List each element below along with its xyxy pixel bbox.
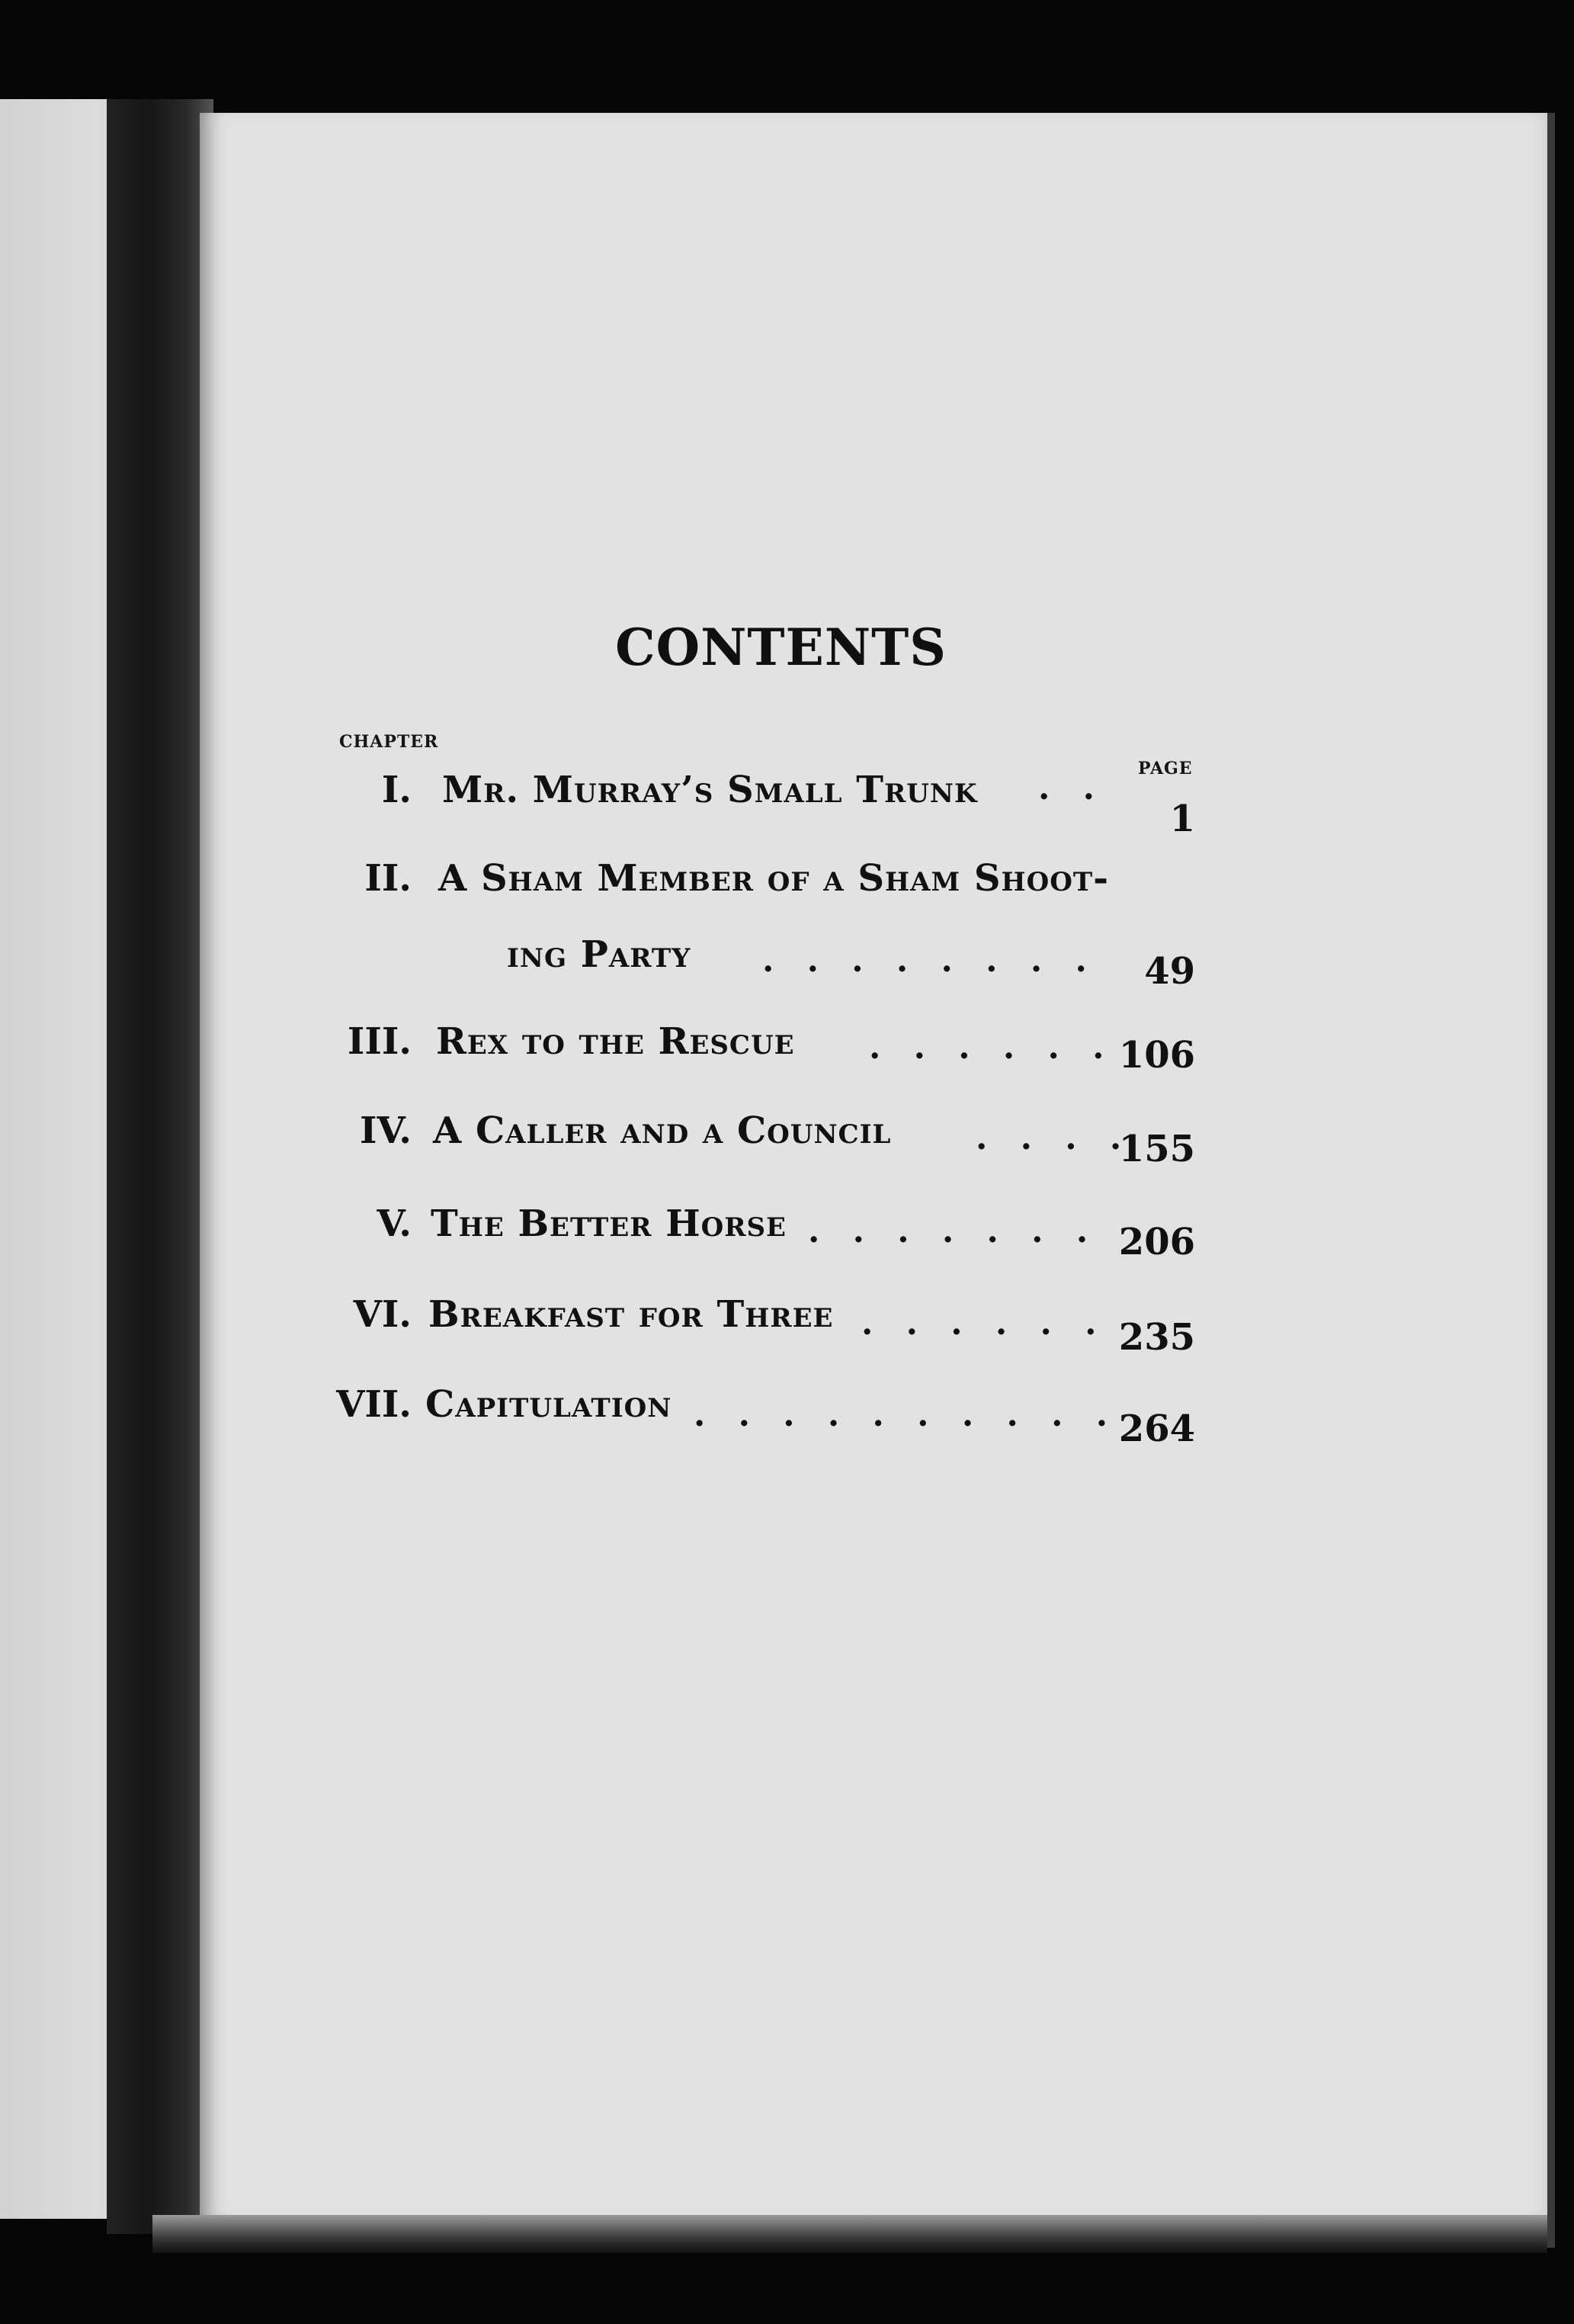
page-number: 49 [1144, 950, 1195, 993]
page-column-label: PAGE [1138, 759, 1193, 778]
page-number: 235 [1118, 1316, 1195, 1359]
chapter-title: Breakfast for Three [428, 1293, 834, 1336]
dot-leader: . . . . . . . . [762, 941, 1098, 980]
chapter-title: Capitulation [425, 1383, 672, 1426]
page-number: 1 [1169, 798, 1195, 840]
contents-page [200, 113, 1555, 2248]
chapter-numeral: V. [377, 1202, 412, 1245]
page-bottom-edge [152, 2215, 1547, 2253]
dot-leader: . . . . . . . . . . [694, 1395, 1119, 1434]
book-gutter [107, 99, 213, 2234]
contents-heading-text: CONTENTS [615, 618, 947, 677]
chapter-title: Rex to the Rescue [436, 1020, 795, 1063]
chapter-title: Mr. Murray’s Small Trunk [442, 769, 978, 811]
chapter-numeral: VII. [336, 1383, 412, 1426]
dot-leader: . . . . . . [861, 1304, 1108, 1343]
chapter-numeral: II. [364, 857, 412, 900]
chapter-numeral: I. [381, 769, 412, 811]
page-number: 155 [1118, 1128, 1195, 1170]
page-number: 206 [1118, 1221, 1195, 1263]
chapter-title: A Caller and a Council [433, 1109, 892, 1152]
chapter-title: The Better Horse [431, 1202, 787, 1245]
contents-heading [0, 618, 1574, 677]
chapter-numeral: IV. [359, 1109, 412, 1152]
dot-leader: . . . . . . . [808, 1212, 1099, 1250]
chapter-numeral: III. [347, 1020, 412, 1063]
page-number: 264 [1118, 1408, 1195, 1450]
chapter-title-line-1: A Sham Member of a Sham Shoot- [438, 857, 1110, 900]
chapter-title-line-2: ing Party [507, 933, 691, 976]
chapter-numeral: VI. [353, 1293, 412, 1336]
page-number: 106 [1118, 1034, 1195, 1077]
dot-leader: . . [1038, 769, 1105, 807]
dot-leader: . . . . [976, 1119, 1133, 1157]
chapter-column-label: CHAPTER [339, 732, 439, 752]
dot-leader: . . . . . . [869, 1028, 1115, 1067]
